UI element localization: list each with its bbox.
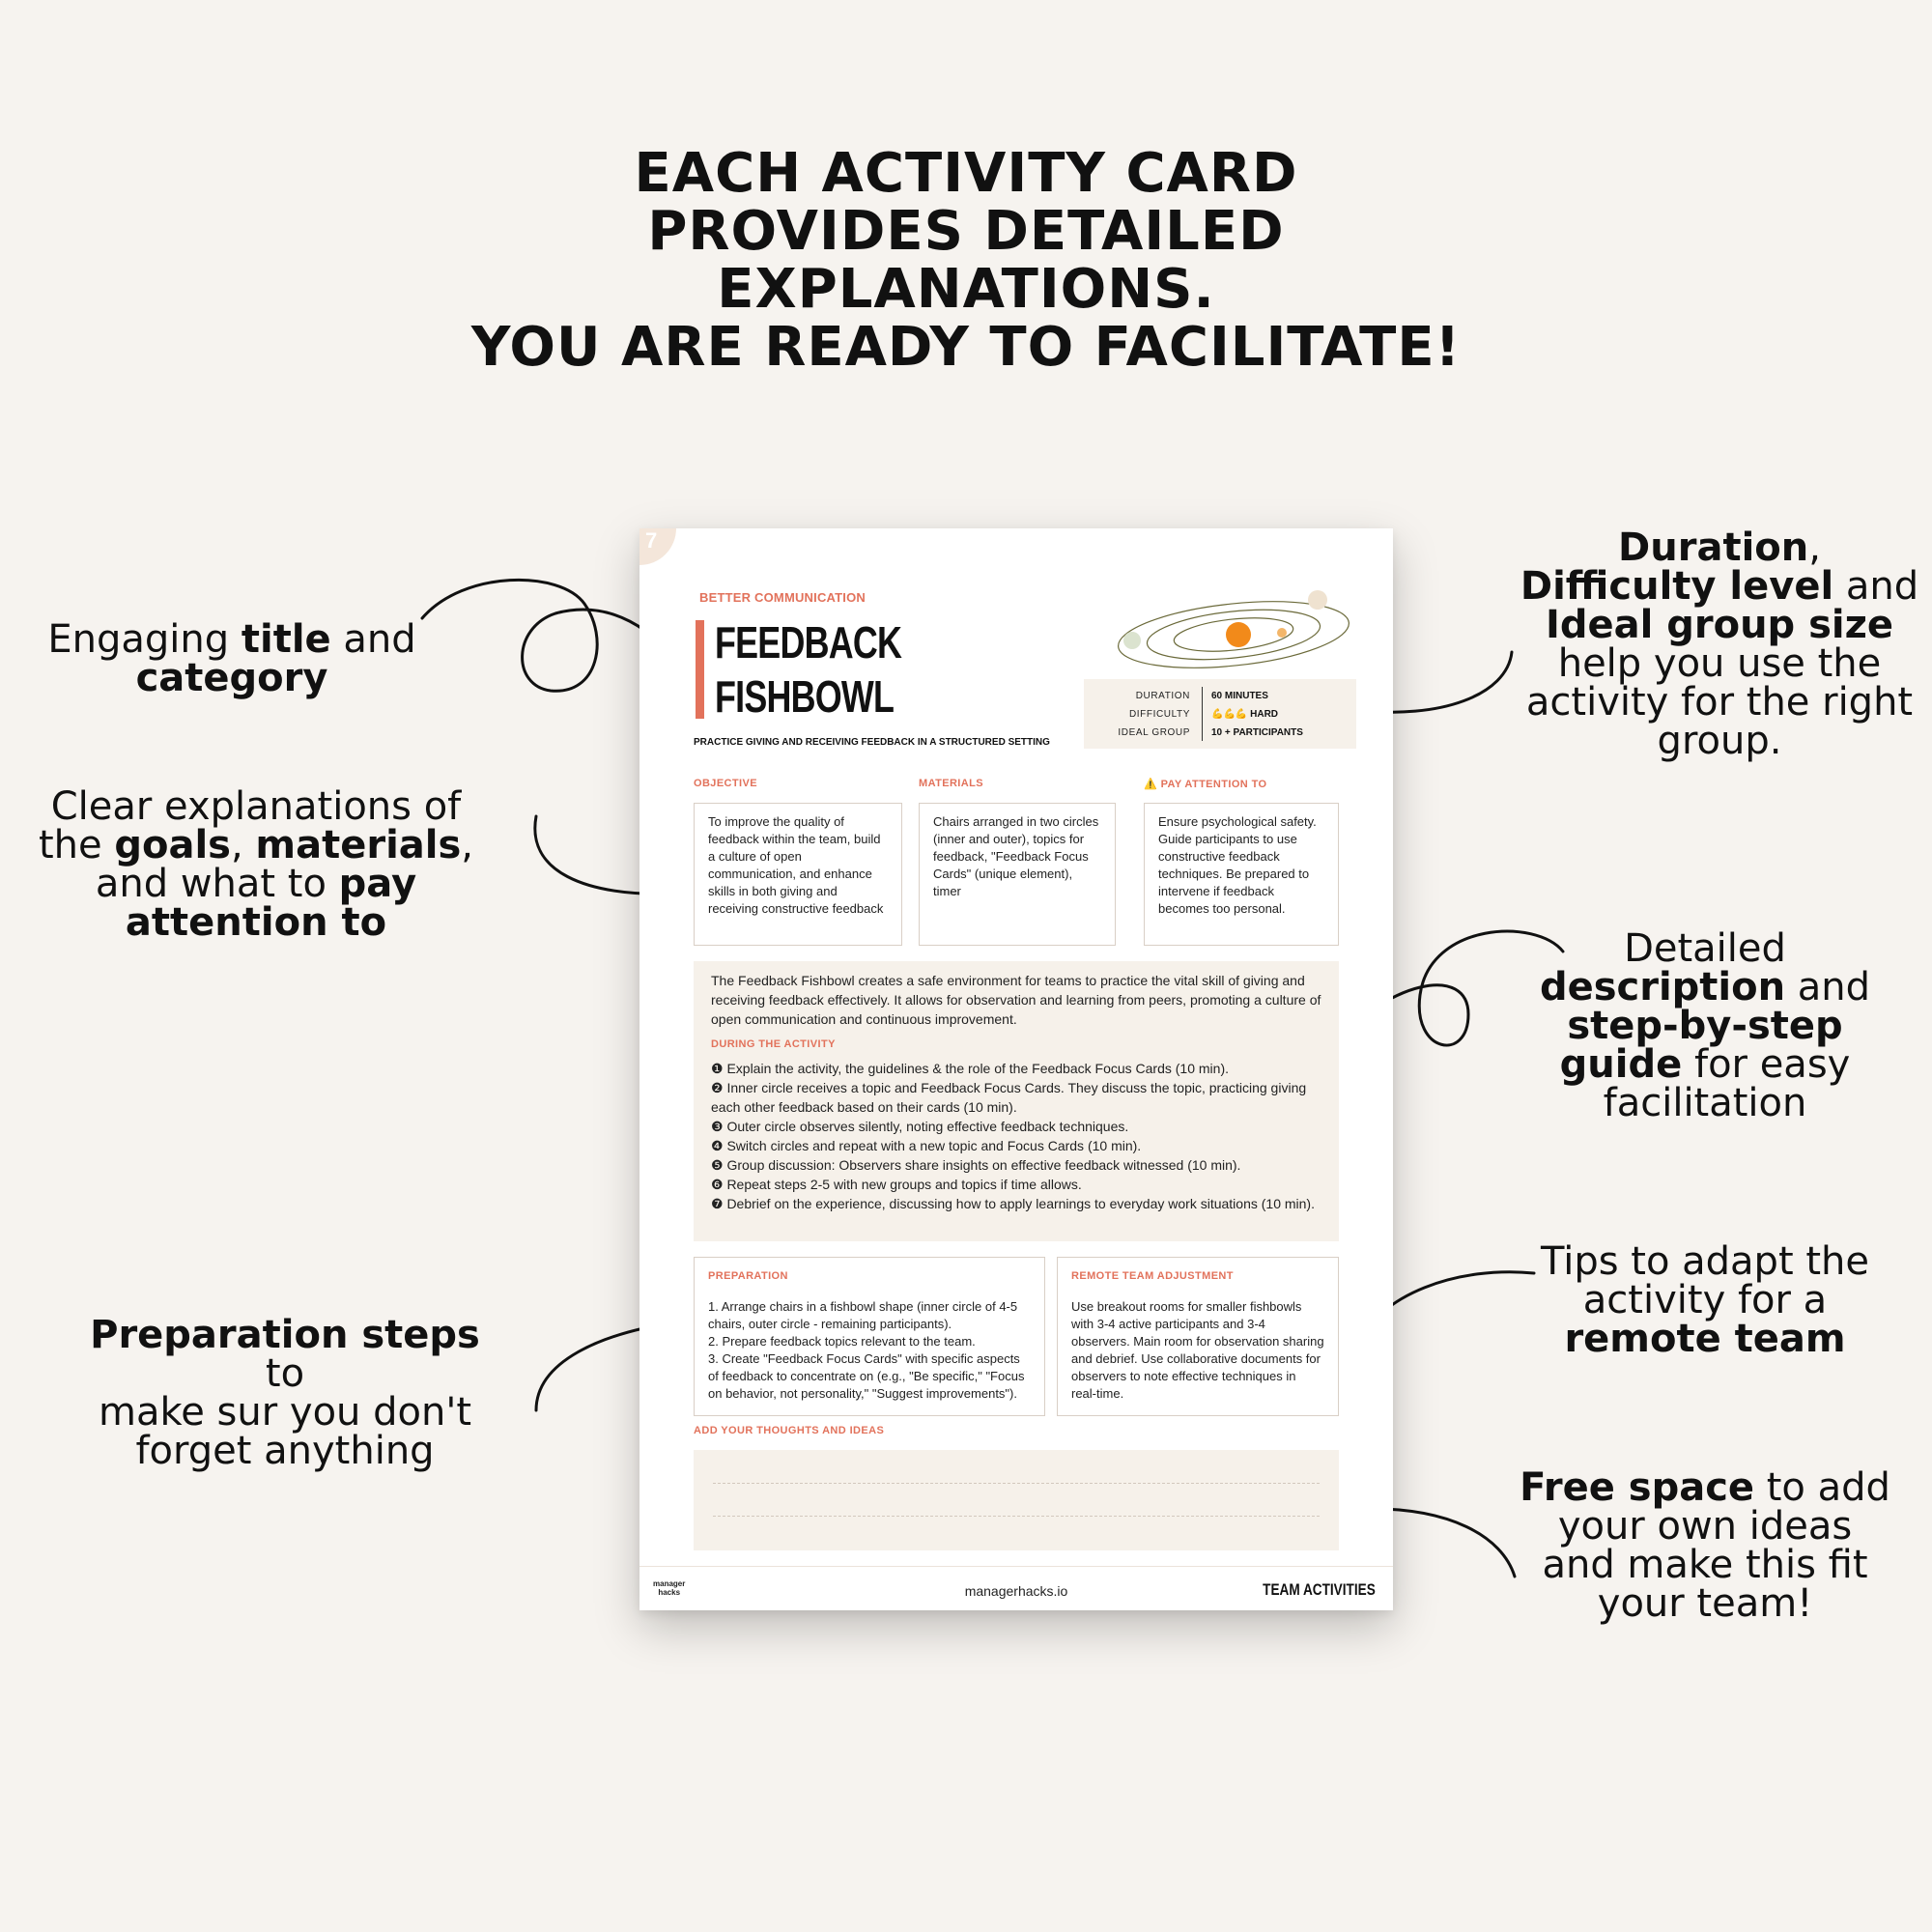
headline-line-4: YOU ARE READY TO FACILITATE! bbox=[470, 316, 1462, 379]
manager-hacks-logo: manager hacks bbox=[653, 1579, 686, 1597]
card-title-line-2: FISHBOWL bbox=[715, 671, 895, 722]
step-5: ❺ Group discussion: Observers share insights on effective feedback witnessed (10 min). bbox=[711, 1157, 1241, 1173]
thoughts-line bbox=[713, 1483, 1320, 1484]
thoughts-label: ADD YOUR THOUGHTS AND IDEAS bbox=[694, 1425, 885, 1436]
step-1: ❶ Explain the activity, the guidelines & the role of the Feedback Focus Cards (10 min). bbox=[711, 1061, 1229, 1076]
activity-info-box bbox=[1084, 679, 1356, 749]
materials-box bbox=[919, 803, 1116, 946]
callout-free-space: Free space to add your own ideas and make this fit your team! bbox=[1520, 1465, 1890, 1626]
info-divider bbox=[1202, 687, 1203, 741]
flexed-biceps-icon: 💪💪💪 bbox=[1211, 709, 1248, 720]
callout-description: Detailed description and step-by-step guide for easy facilitation bbox=[1539, 926, 1871, 1125]
during-activity-label: DURING THE ACTIVITY bbox=[711, 1038, 836, 1050]
preparation-item-2: 2. Prepare feedback topics relevant to the team. bbox=[708, 1334, 976, 1349]
page-number: 7 bbox=[645, 528, 658, 553]
step-2: ❷ Inner circle receives a topic and Feedback Focus Cards. They discuss the topic, practicing giving each other feedback based on their cards (10 min). bbox=[711, 1080, 1307, 1115]
callout-duration: Duration, Difficulty level and Ideal group size help you use the activity for the right group. bbox=[1520, 526, 1919, 763]
description-text: The Feedback Fishbowl creates a safe environment for teams to practice the vital skill of giving and receiving feedback effectively. It allows for observation and learning from peers, promoting a culture of open communication and continuous improvement. bbox=[711, 973, 1321, 1027]
card-title-line-1: FEEDBACK bbox=[715, 617, 902, 668]
callout-preparation: Preparation steps to make sur you don't forget anything bbox=[90, 1313, 480, 1473]
group-value: 10 + PARTICIPANTS bbox=[1211, 727, 1303, 738]
group-label: IDEAL GROUP bbox=[1118, 727, 1190, 738]
objective-label: OBJECTIVE bbox=[694, 778, 757, 789]
difficulty-value: HARD bbox=[1250, 709, 1279, 720]
headline-line-1: EACH ACTIVITY CARD bbox=[634, 142, 1298, 205]
card-title bbox=[715, 615, 901, 724]
remote-label: REMOTE TEAM ADJUSTMENT bbox=[1071, 1270, 1234, 1282]
preparation-item-1: 1. Arrange chairs in a fishbowl shape (inner circle of 4-5 chairs, outer circle - remaining participants). bbox=[708, 1299, 1018, 1331]
duration-label: DURATION bbox=[1135, 691, 1190, 701]
callout-remote: Tips to adapt the activity for a remote team bbox=[1541, 1239, 1869, 1361]
objective-text: To improve the quality of feedback within the team, build a culture of open communication, and enhance skills in both giving and receiving constructive feedback bbox=[708, 814, 884, 916]
callout-title-category: Engaging title and category bbox=[47, 617, 416, 700]
warning-icon: ⚠️ bbox=[1144, 779, 1158, 790]
step-3: ❸ Outer circle observes silently, noting effective feedback techniques. bbox=[711, 1119, 1129, 1134]
step-7: ❼ Debrief on the experience, discussing how to apply learnings to everyday work situations (10 min). bbox=[711, 1196, 1315, 1211]
title-accent-bar bbox=[696, 620, 704, 719]
planet-orbit-illustration bbox=[1103, 586, 1364, 683]
step-6: ❻ Repeat steps 2-5 with new groups and topics if time allows. bbox=[711, 1177, 1082, 1192]
attention-box bbox=[1144, 803, 1339, 946]
headline-line-2: PROVIDES DETAILED bbox=[647, 200, 1285, 263]
footer-divider bbox=[639, 1566, 1393, 1567]
thoughts-line bbox=[713, 1516, 1320, 1517]
preparation-item-3: 3. Create "Feedback Focus Cards" with specific aspects of feedback to concentrate on (e.g., "Be specific," "Focus on behavior, not personality," "Suggest improvements"). bbox=[708, 1351, 1025, 1401]
footer-team-activities: TEAM ACTIVITIES bbox=[1263, 1580, 1376, 1599]
footer-site: managerhacks.io bbox=[964, 1583, 1068, 1599]
headline-line-3: EXPLANATIONS. bbox=[717, 258, 1215, 321]
headline bbox=[0, 142, 1932, 379]
step-4: ❹ Switch circles and repeat with a new topic and Focus Cards (10 min). bbox=[711, 1138, 1142, 1153]
materials-label: MATERIALS bbox=[919, 778, 983, 789]
card-subtitle: PRACTICE GIVING AND RECEIVING FEEDBACK IN A STRUCTURED SETTING bbox=[694, 737, 1050, 748]
thoughts-area[interactable] bbox=[694, 1450, 1339, 1550]
preparation-box bbox=[694, 1257, 1045, 1416]
remote-text: Use breakout rooms for smaller fishbowls with 3-4 active participants and 3-4 observers. Main room for observation sharing and debrief. Use collaborative documents for observers to note effective techniques in real-time. bbox=[1071, 1299, 1324, 1401]
activity-card bbox=[639, 528, 1393, 1610]
attention-text: Ensure psychological safety. Guide participants to use constructive feedback techniques. Be prepared to intervene if feedback becomes too personal. bbox=[1158, 814, 1317, 916]
difficulty-label: DIFFICULTY bbox=[1128, 709, 1190, 720]
materials-text: Chairs arranged in two circles (inner and outer), topics for feedback, "Feedback Focus Cards" (unique element), timer bbox=[933, 814, 1099, 898]
duration-value: 60 MINUTES bbox=[1211, 691, 1268, 701]
objective-box bbox=[694, 803, 902, 946]
description-box bbox=[694, 961, 1339, 1241]
card-category: BETTER COMMUNICATION bbox=[699, 590, 867, 605]
attention-label: PAY ATTENTION TO bbox=[1160, 779, 1267, 790]
callout-explanations: Clear explanations of the goals, materials, and what to pay attention to bbox=[39, 784, 474, 945]
remote-box bbox=[1057, 1257, 1339, 1416]
preparation-label: PREPARATION bbox=[708, 1270, 788, 1282]
